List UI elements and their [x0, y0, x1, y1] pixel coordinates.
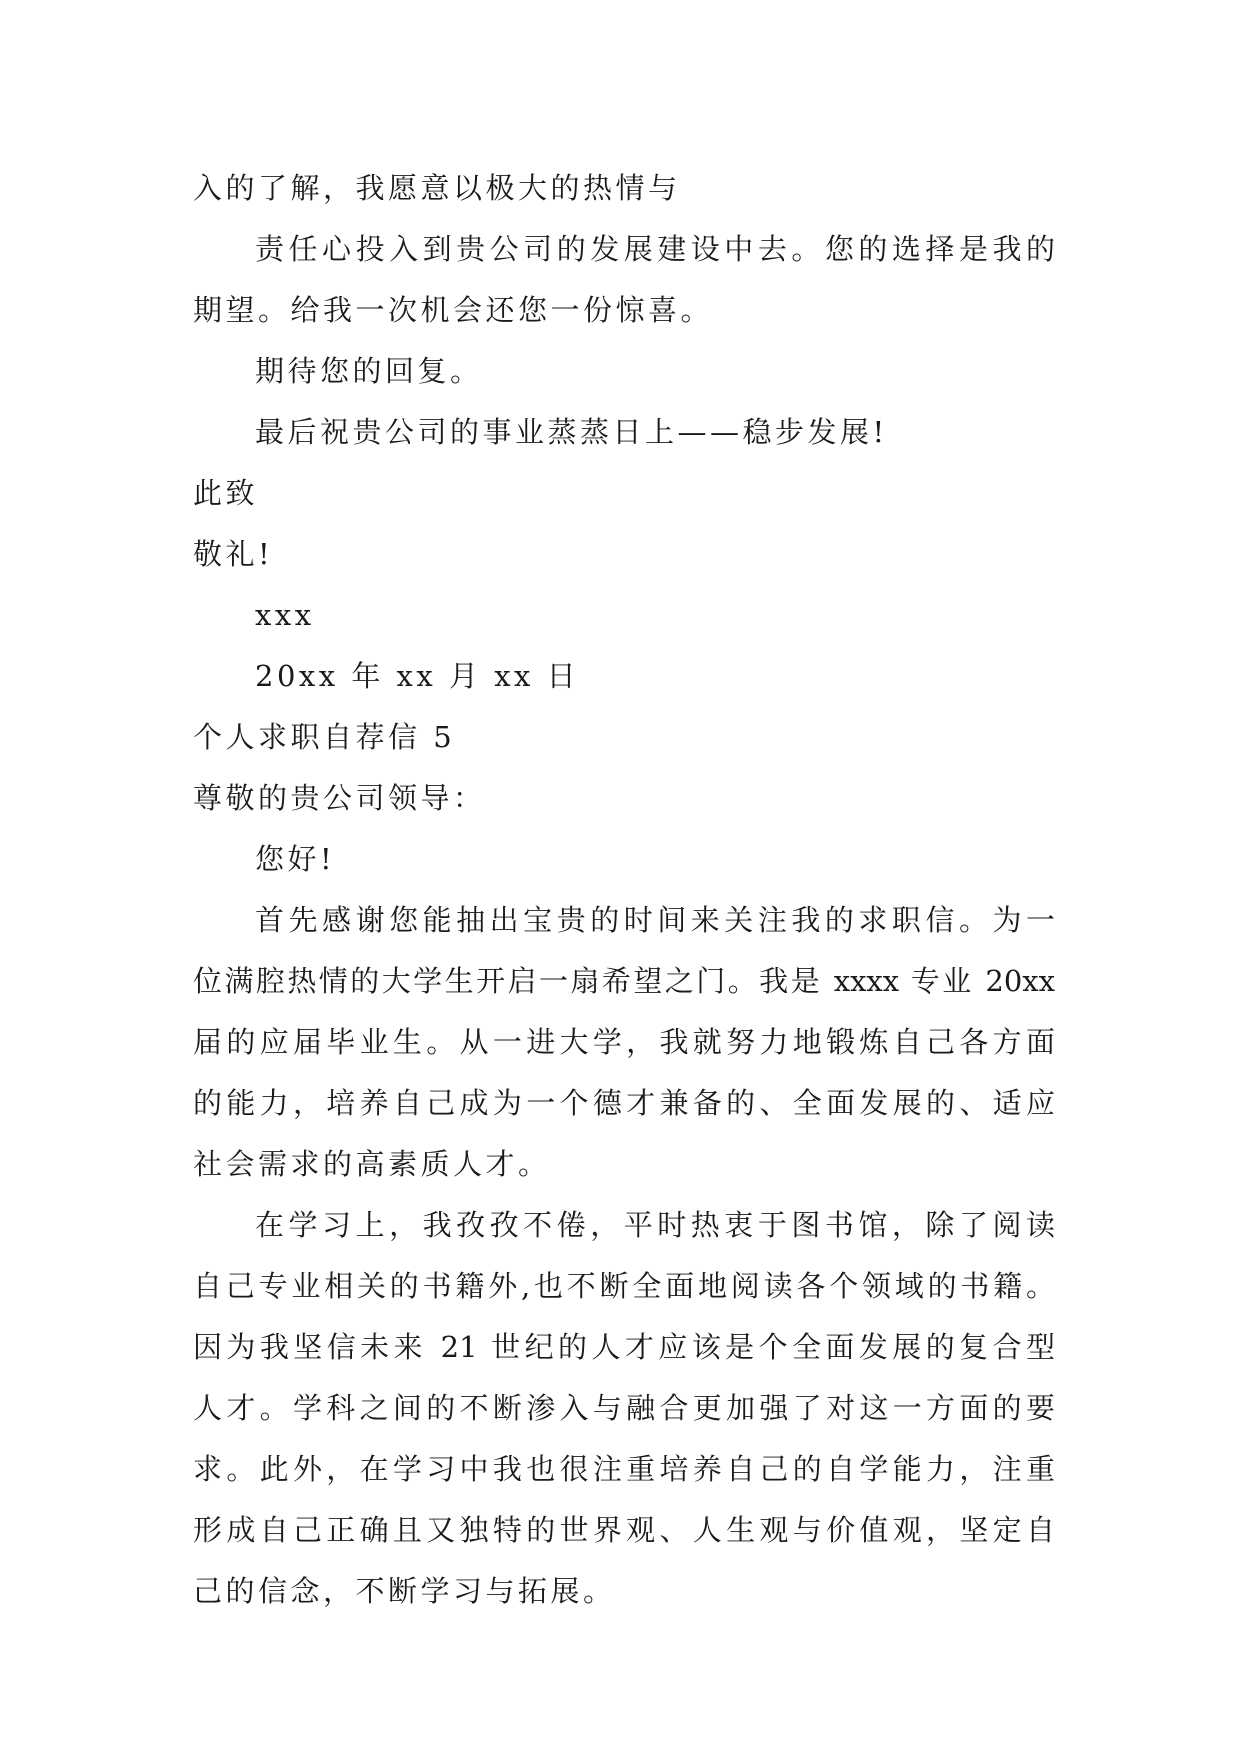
text-line: 期望。给我一次机会还您一份惊喜。 [193, 293, 714, 327]
text-line: 入的了解，我愿意以极大的热情与 [193, 171, 681, 205]
salutation-line: 敬礼! [193, 537, 274, 571]
text-line: 届的应届毕业生。从一进大学，我就努力地锻炼自己各方面 [193, 1025, 1055, 1059]
text-line: 求。此外，在学习中我也很注重培养自己的自学能力，注重 [193, 1452, 1055, 1486]
text-line: 的能力，培养自己成为一个德才兼备的、全面发展的、适应 [193, 1086, 1055, 1120]
greeting-recipient: 尊敬的贵公司领导： [193, 781, 486, 815]
signature-date: 20xx 年 xx 月 xx 日 [255, 659, 580, 693]
text-line: 自己专业相关的书籍外,也不断全面地阅读各个领域的书籍。 [193, 1269, 1055, 1303]
text-line: 责任心投入到贵公司的发展建设中去。您的选择是我的 [255, 232, 1055, 266]
text-line: 形成自己正确且又独特的世界观、人生观与价值观，坚定自 [193, 1513, 1055, 1547]
closing-line: 此致 [193, 476, 259, 510]
text-line: 位满腔热情的大学生开启一扇希望之门。我是 xxxx 专业 20xx [193, 964, 1055, 998]
text-line: 在学习上，我孜孜不倦，平时热衷于图书馆，除了阅读 [255, 1208, 1055, 1242]
text-line: 社会需求的高素质人才。 [193, 1147, 551, 1181]
text-line: 人才。学科之间的不断渗入与融合更加强了对这一方面的要 [193, 1391, 1055, 1425]
greeting-line: 您好! [255, 842, 336, 876]
text-line: 己的信念，不断学习与拓展。 [193, 1574, 616, 1608]
signature-name: xxx [255, 598, 315, 632]
text-line: 因为我坚信未来 21 世纪的人才应该是个全面发展的复合型 [193, 1330, 1055, 1364]
letter-body [193, 158, 1055, 1622]
text-line: 最后祝贵公司的事业蒸蒸日上——稳步发展! [255, 415, 888, 449]
section-title: 个人求职自荐信 5 [193, 720, 456, 754]
text-line: 首先感谢您能抽出宝贵的时间来关注我的求职信。为一 [255, 903, 1055, 937]
text-line: 期待您的回复。 [255, 354, 483, 388]
